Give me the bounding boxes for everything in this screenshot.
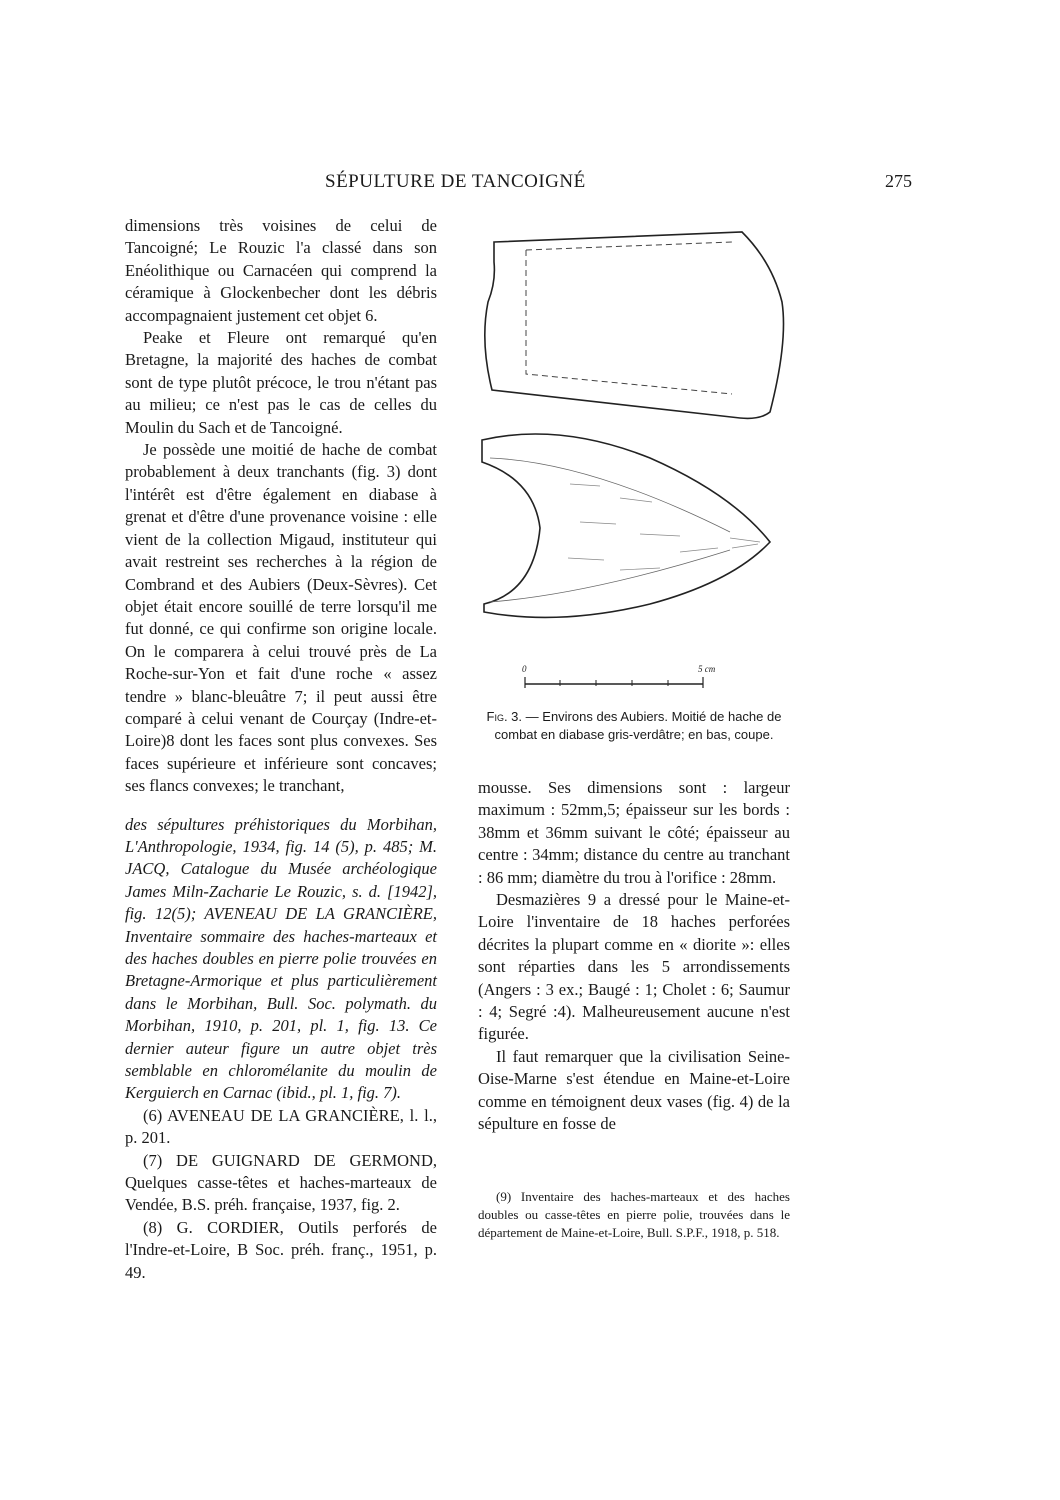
footnote-6: (6) AVENEAU DE LA GRANCIÈRE, l. l., p. 201. <box>125 1105 437 1148</box>
axe-illustration <box>470 222 790 702</box>
paragraph: Peake et Fleure ont remarqué qu'en Bretagne, la majorité des haches de combat sont de type plutôt précoce, le trou n'étant pas au milieu; ce n'est pas le cas de celles du Moulin du Sach et de Tancoigné. <box>125 328 437 437</box>
left-column <box>125 215 437 1284</box>
paragraph: mousse. Ses dimensions sont : largeur maximum : 52mm,5; épaisseur sur les bords : 38mm et 36mm suivant le côté; épaisseur au centre : 34mm; distance du centre au tranchant : 86 mm; diamètre du trou à l'orifice : 28mm. <box>478 778 790 887</box>
figure-caption <box>478 708 790 744</box>
footnote-7: (7) DE GUIGNARD DE GERMOND, Quelques casse-têtes et haches-marteaux de Vendée, B.S. préh. française, 1937, fig. 2. <box>125 1150 437 1215</box>
figure-axe-drawing <box>470 222 790 702</box>
left-footnotes <box>125 814 437 1285</box>
right-column <box>478 777 790 1136</box>
running-title: SÉPULTURE DE TANCOIGNÉ <box>325 171 586 192</box>
paragraph: dimensions très voisines de celui de Tancoigné; Le Rouzic l'a classé dans son Enéolithique ou Carnacéen qui comprend la céramique à Glockenbecher dont les débris accompagnaient justement cet objet 6. <box>125 216 437 325</box>
right-footnotes <box>478 1188 790 1242</box>
footnote-continuation: des sépultures préhistoriques du Morbihan, L'Anthropologie, 1934, fig. 14 (5), p. 485; M. JACQ, Catalogue du Musée archéologique James Miln-Zacharie Le Rouzic, s. d. [1942], fig. 12(5); AVENEAU DE LA GRANCIÈRE, Inventaire sommaire des haches-marteaux et des haches doubles en pierre polie trouvées en Bretagne-Armorique et plus particulièrement dans le Morbihan, Bull. Soc. polymath. du Morbihan, 1910, p. 201, pl. 1, fig. 13. Ce dernier auteur figure un autre objet très semblable en chloromélanite du moulin de Kerguierch en Carnac (ibid., pl. 1, fig. 7). <box>125 814 437 1103</box>
paragraph: Desmazières 9 a dressé pour le Maine-et-Loire l'inventaire de 18 haches perforées décrites la plupart comme en « diorite »: elles sont réparties dans les 5 arrondissements (Angers : 3 ex.; Baugé : 1; Cholet : 6; Saumur : 4; Segré :4). Malheureusement aucune n'est figurée. <box>478 890 790 1044</box>
footnote-8: (8) G. CORDIER, Outils perforés de l'Indre-et-Loire, B Soc. préh. franç., 1951, p. 49. <box>125 1217 437 1282</box>
scale-end: 5 cm <box>698 664 716 674</box>
paragraph: Je possède une moitié de hache de combat probablement à deux tranchants (fig. 3) dont l'intérêt est d'être également en diabase à grenat et d'être d'une provenance voisine : elle vient de la collection Migaud, instituteur qui avait restreint ses recherches à la région de Combrand et des Aubiers (Deux-Sèvres). Cet objet était encore souillé de terre lorsqu'il me fut donné, ce qui confirme son origine locale. On le comparera à celui trouvé près de La Roche-sur-Yon et fait d'une roche « assez tendre » blanc-bleuâtre 7; il peut aussi être comparé à celui venant de Courçay (Indre-et-Loire)8 dont les faces sont plus convexes. Ses faces supérieure et inférieure sont concaves; ses flancs convexes; le tranchant, <box>125 440 437 796</box>
page-number: 275 <box>885 171 912 191</box>
caption-label: Fig. 3. <box>486 709 523 724</box>
footnote-9: (9) Inventaire des haches-marteaux et des haches doubles ou casse-têtes en pierre polie, trouvées dans le département de Maine-et-Loire, Bull. S.P.F., 1918, p. 518. <box>478 1189 790 1240</box>
paragraph: Il faut remarquer que la civilisation Seine-Oise-Marne s'est étendue en Maine-et-Loire comme en témoignent deux vases (fig. 4) de la sépulture en fosse de <box>478 1046 790 1134</box>
scale-start: 0 <box>522 664 527 674</box>
caption-text: — Environs des Aubiers. Moitié de hache de combat en diabase gris-verdâtre; en bas, coupe. <box>494 709 782 742</box>
